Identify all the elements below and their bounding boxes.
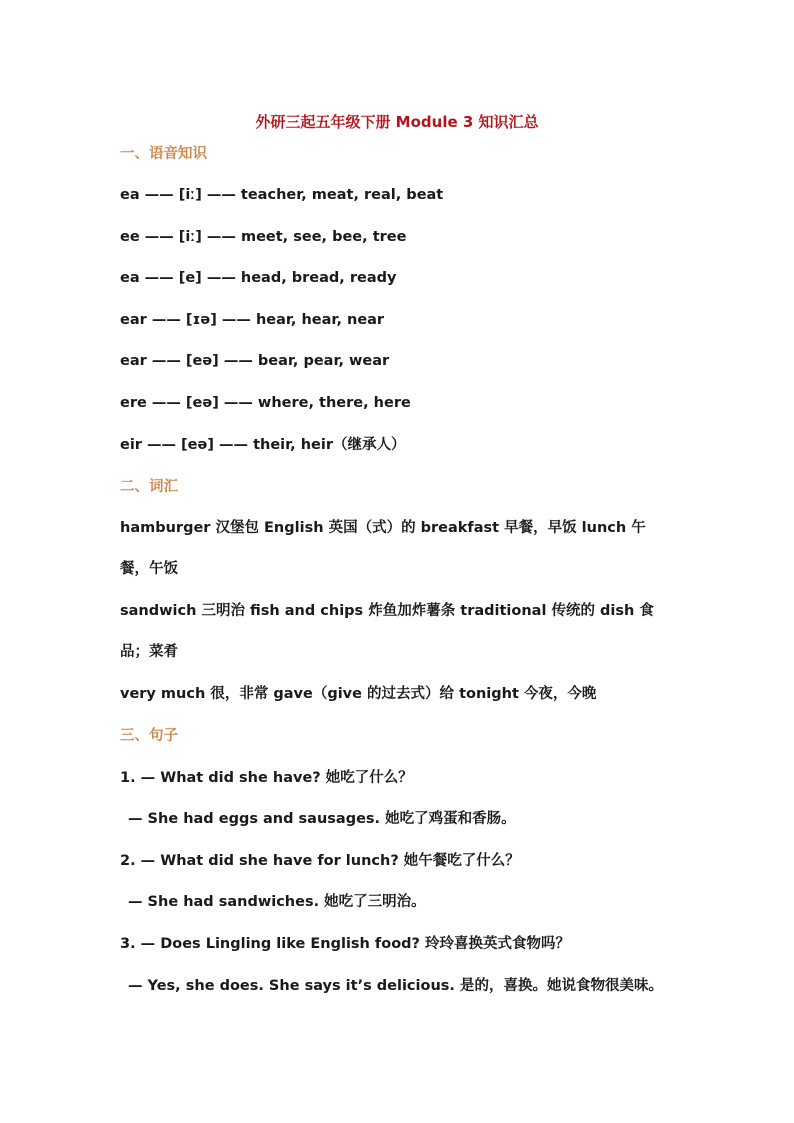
vocab-line: sandwich 三明治 fish and chips 炸鱼加炸薯条 traditional 传统的 dish 食 [120, 603, 654, 619]
sentence-question: 3. — Does Lingling like English food? 玲玲喜换英式食物吗？ [120, 936, 571, 952]
phonics-line: ea —— [e] —— head, bread, ready [120, 270, 397, 286]
section-heading-sentences: 三、句子 [120, 728, 178, 744]
section-heading-phonics: 一、语音知识 [120, 146, 207, 162]
document-title: 外研三起五年级下册 Module 3 知识汇总 [255, 113, 539, 131]
sentence-question: 2. — What did she have for lunch? 她午餐吃了什么？ [120, 853, 520, 869]
sentence-answer: — Yes, she does. She says it’s delicious. 是的，喜换。她说食物很美味。 [128, 978, 663, 994]
phonics-line: ea —— [iː] —— teacher, meat, real, beat [120, 187, 444, 203]
phonics-line: ere —— [eə] —— where, there, here [120, 395, 411, 411]
phonics-line: ear —— [ɪə] —— hear, hear, near [120, 312, 385, 328]
phonics-line: ee —— [iː] —— meet, see, bee, tree [120, 229, 407, 245]
phonics-line: ear —— [eə] —— bear, pear, wear [120, 353, 390, 369]
phonics-line: eir —— [eə] —— their, heir（继承人） [120, 437, 406, 453]
section-heading-vocab: 二、词汇 [120, 479, 178, 495]
vocab-line: very much 很，非常 gave（give 的过去式）给 tonight 今夜，今晚 [120, 686, 597, 702]
sentence-answer: — She had sandwiches. 她吃了三明治。 [128, 894, 426, 910]
vocab-line: 餐，午饭 [120, 561, 178, 577]
sentence-question: 1. — What did she have? 她吃了什么？ [120, 770, 413, 786]
sentence-answer: — She had eggs and sausages. 她吃了鸡蛋和香肠。 [128, 811, 516, 827]
vocab-line: hamburger 汉堡包 English 英国（式）的 breakfast 早餐，早饭 lunch 午 [120, 520, 646, 536]
vocab-line: 品；菜肴 [120, 644, 178, 660]
